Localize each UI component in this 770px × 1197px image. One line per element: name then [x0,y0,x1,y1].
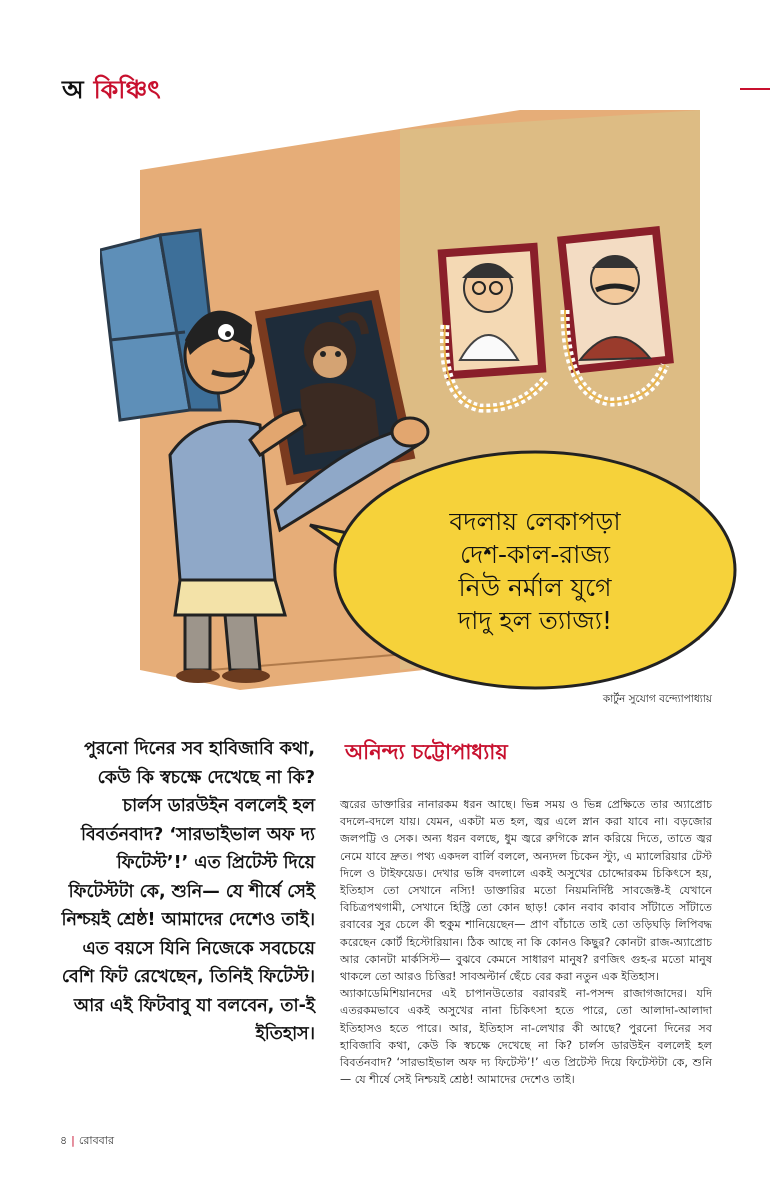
section-header [62,70,161,113]
footer-separator: | [71,1134,75,1147]
top-rule [740,88,770,90]
cartoon-illustration [100,110,740,690]
body-paragraph-1: জ্বরের ডাক্তারির নানারকম ধরন আছে। ভিন্ন সময় ও ভিন্ন প্রেক্ষিতে তার অ্যাপ্রোচ বদলে-বদলে যায়। যেমন, একটা মত হল, জ্বর এলে স্নান করা যাবে না। বড়জোর জলপট্টি ও সেক। অন্য ধরন বলছে, ধুম জ্বরে রুগিকে স্নান করিয়ে দিতে, তাতে জ্বর নেমে যাবে দ্রুত। পথ্য একদল বার্লি বললে, অন্যদল চিকেন স্ট্যু, এ ম্যালেরিয়ার টেস্ট দিলে ও টাইফয়েড। দেখার ভঙ্গি বদলালে একই অসুখের চোদ্দোরকম চিকিৎসে হয়, ইতিহাস তো সেখানে নস্যি! ডাক্তারির মতো নিয়মনির্দিষ্ট সাবজেক্ট-ই যেখানে বিচিত্রপথগামী, সেখানে হিস্ট্রি তো কোন ছাড়! কোন নবাব কাবাব সাঁটাতে সাঁটাতে রবাবের সুর চেলে কী হুকুম শানিয়েছেন— প্রাণ বাঁচাতে তাই তো তড়িঘড়ি লিপিবদ্ধ করেছেন কোর্ট হিস্টোরিয়ান। ঠিক আছে না কি কোনও কিছুর? কোনটা রাজ-অ্যাপ্রোচ আর কোনটা মার্কসিস্ট— বুঝবে কেমনে সাধারণ মানুষ? রণজিৎ গুহ-র মতো মানুষ থাকলে তো আরও চিত্তির! সাবঅল্টার্ন ছেঁচে বের করা নতুন এক ইতিহাস। [340,798,712,984]
magazine-name: রোববার [78,1134,115,1147]
bubble-line-4: দাদু হল ত্যাজ্য! [457,606,613,635]
bubble-line-2: দেশ-কাল-রাজ্য [459,540,611,569]
page-number: ৪ [60,1134,68,1147]
body-paragraph-2: অ্যাকাডেমিশিয়ানদের এই চাপানউতোর বরাবরই না-পসন্দ রাজাগজাদের। যদি এতরকমভাবে একই অসুখের নানা চিকিৎসা হতে পারে, তো আলাদা-আলাদা ইতিহাসও হতে পারে। আর, ইতিহাস না-লেখার কী আছে? পুরনো দিনের সব হাবিজাবি কথা, কেউ কি স্বচক্ষে দেখেছে না কি? চার্লস ডারউইন বললেই হল বিবর্তনবাদ? ‘সারভাইভাল অফ দ্য ফিটেস্ট’!’ এত প্রিটেস্ট দিয়ে ফিটেস্টটা কে, শুনি— যে শীর্ষে সেই নিশ্চয়ই শ্রেষ্ঠ! আমাদের দেশেও তাই। [340,987,712,1087]
page-footer [60,1132,114,1151]
right-hand [392,418,428,446]
section-name: কিঞ্চিৎ [93,75,161,104]
bubble-line-1: বদলায় লেকাপড়া [449,507,621,536]
pull-quote: পুরনো দিনের সব হাবিজাবি কথা, কেউ কি স্বচক্ষে দেখেছে না কি? চার্লস ডারউইন বললেই হল বিবর্তনবাদ? ‘সারভাইভাল অফ দ্য ফিটেস্ট’!’ এত প্রিটেস্ট দিয়ে ফিটেস্টটা কে, শুনি— যে শীর্ষে সেই নিশ্চয়ই শ্রেষ্ঠ! আমাদের দেশেও তাই। এত বয়সে যিনি নিজেকে সবচেয়ে বেশি ফিট রেখেছেন, তিনিই ফিটেস্ট। আর এই ফিটবাবু যা বলবেন, তা-ই ইতিহাস। [61,739,315,1044]
section-prefix: অ [62,75,84,104]
cartoon-credit: কার্টুন সুযোগ বন্দ্যোপাধ্যায় [602,693,712,705]
author-byline: অনিন্দ্য চট্টোপাধ্যায় [345,740,508,764]
bubble-line-3: নিউ নর্মাল যুগে [458,573,612,602]
article-body [340,796,712,1088]
